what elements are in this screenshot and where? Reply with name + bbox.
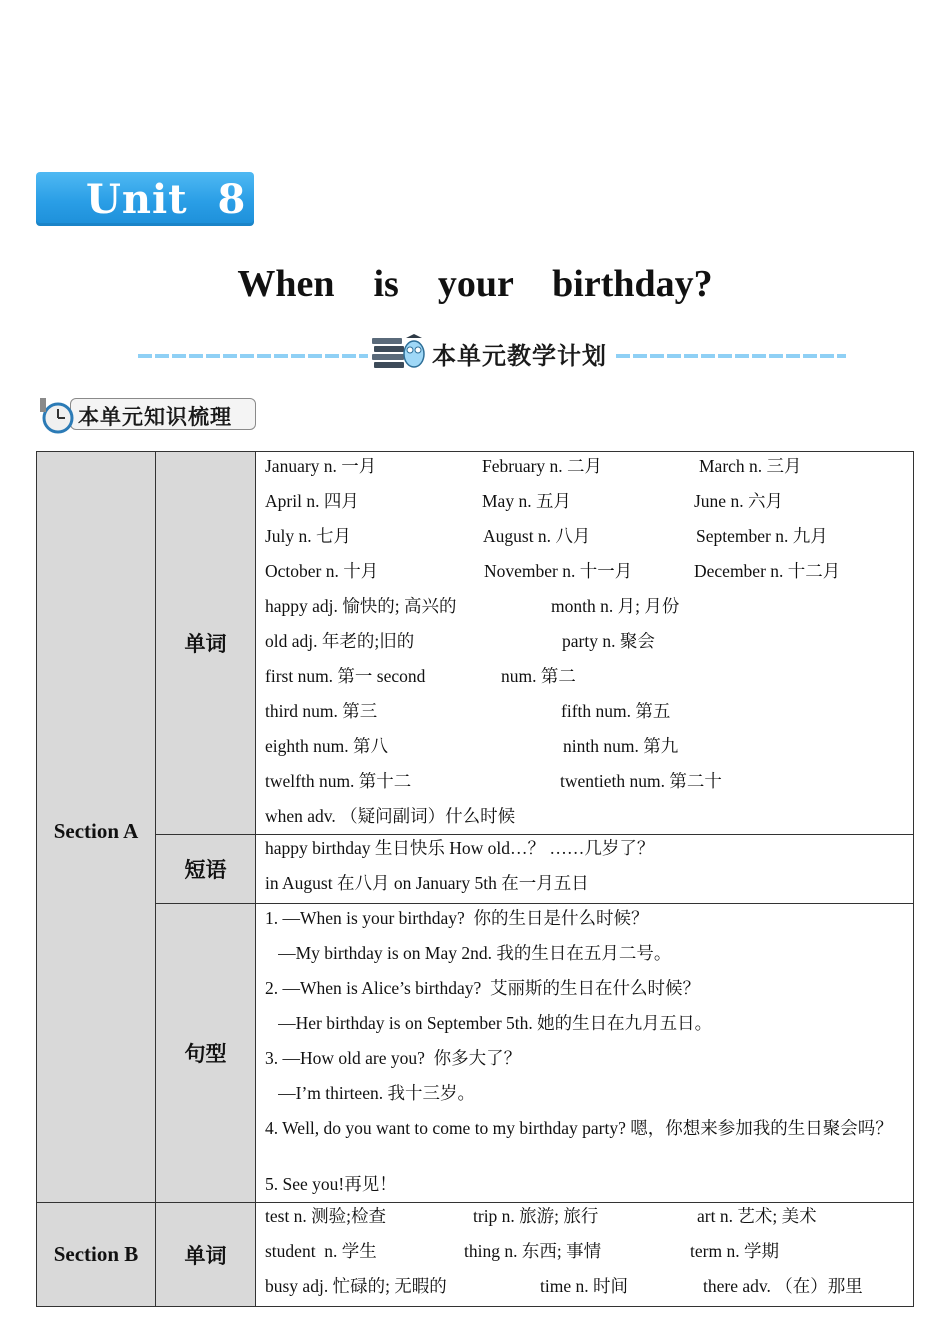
vocab-word: November n. 十一月 xyxy=(484,561,633,581)
plan-banner-text: 本单元教学计划 xyxy=(432,342,607,370)
section-a-sentence-label xyxy=(155,903,256,1203)
section-a-vocab-label xyxy=(155,451,256,835)
vocab-word: old adj. 年老的;旧的 xyxy=(265,631,415,651)
vocab-label-text: 单词 xyxy=(184,632,227,656)
section-a-vocab-cell xyxy=(255,451,914,835)
vocab-word: March n. 三月 xyxy=(699,456,802,476)
section-a-text: Section A xyxy=(53,818,139,843)
section-a-label xyxy=(36,451,156,1203)
vocab-word: May n. 五月 xyxy=(482,491,571,511)
vocab-label-text: 单词 xyxy=(184,1243,227,1268)
vocab-word: happy adj. 愉快的; 高兴的 xyxy=(265,596,457,616)
vocab-word: December n. 十二月 xyxy=(694,561,841,581)
sentence-label-text: 句型 xyxy=(184,1042,227,1066)
vocab-word: fifth num. 第五 xyxy=(561,701,671,721)
vocab-word: third num. 第三 xyxy=(265,701,378,721)
vocab-word: April n. 四月 xyxy=(265,491,359,511)
banner-line-left xyxy=(138,354,368,358)
clock-icon xyxy=(36,394,76,434)
vocab-word: October n. 十月 xyxy=(265,561,379,581)
unit-badge xyxy=(36,172,254,226)
sentence-line: 4. Well, do you want to come to my birthday party? 嗯，你想来参加我的生日聚会吗？ xyxy=(265,1118,893,1138)
vocab-word: when adv. （疑问副词）什么时候 xyxy=(265,806,516,826)
sentence-line: 1. —When is your birthday? 你的生日是什么时候？ xyxy=(265,908,649,928)
sentence-line: —My birthday is on May 2nd. 我的生日在五月二号。 xyxy=(265,943,672,963)
vocab-word: busy adj. 忙碌的; 无暇的 xyxy=(265,1276,447,1296)
section-b-label xyxy=(36,1202,156,1307)
sentence-line: 3. —How old are you? 你多大了？ xyxy=(265,1048,522,1068)
vocab-word: twentieth num. 第二十 xyxy=(560,771,722,791)
vocab-word: January n. 一月 xyxy=(265,456,377,476)
unit-label: Unit 8 xyxy=(86,176,247,223)
section-a-sentence-cell xyxy=(255,903,914,1203)
vocab-word: first num. 第一 second xyxy=(265,666,426,686)
phrase-line: happy birthday 生日快乐 How old…？ ……几岁了？ xyxy=(265,838,655,858)
vocab-word: trip n. 旅游; 旅行 xyxy=(473,1206,599,1226)
vocab-word: party n. 聚会 xyxy=(562,631,655,651)
knowledge-banner xyxy=(36,392,258,434)
vocab-word: August n. 八月 xyxy=(483,526,591,546)
sentence-line: —I’m thirteen. 我十三岁。 xyxy=(265,1083,475,1103)
phrase-label-text: 短语 xyxy=(184,858,227,882)
vocab-word: art n. 艺术; 美术 xyxy=(697,1206,817,1226)
section-b-vocab-label xyxy=(155,1202,256,1307)
knowledge-table xyxy=(36,451,914,1307)
vocab-word: term n. 学期 xyxy=(690,1241,779,1261)
section-b-text: Section B xyxy=(53,1242,139,1266)
vocab-word: student n. 学生 xyxy=(265,1241,377,1261)
vocab-word: June n. 六月 xyxy=(694,491,783,511)
knowledge-banner-text: 本单元知识梳理 xyxy=(78,405,232,429)
vocab-word: September n. 九月 xyxy=(696,526,828,546)
sentence-line: —Her birthday is on September 5th. 她的生日在九月五日。 xyxy=(265,1013,713,1033)
books-owl-icon xyxy=(370,332,426,370)
sentence-line: 5. See you!再见！ xyxy=(265,1174,397,1194)
vocab-word: February n. 二月 xyxy=(482,456,603,476)
vocab-word: July n. 七月 xyxy=(265,526,352,546)
vocab-word: there adv. （在）那里 xyxy=(703,1276,863,1296)
sentence-line: 2. —When is Alice’s birthday? 艾丽斯的生日在什么时候？ xyxy=(265,978,701,998)
page-title: When is your birthday? xyxy=(237,263,713,305)
vocab-word: month n. 月; 月份 xyxy=(551,596,680,616)
section-b-vocab-cell xyxy=(255,1202,914,1307)
vocab-word: thing n. 东西; 事情 xyxy=(464,1241,602,1261)
section-a-phrase-label xyxy=(155,834,256,904)
vocab-word: num. 第二 xyxy=(501,666,576,686)
phrase-line: in August 在八月 on January 5th 在一月五日 xyxy=(265,873,589,893)
vocab-word: eighth num. 第八 xyxy=(265,736,388,756)
banner-line-right xyxy=(616,354,846,358)
plan-banner xyxy=(138,330,846,372)
vocab-word: ninth num. 第九 xyxy=(563,736,679,756)
section-a-phrase-cell xyxy=(255,834,914,904)
vocab-word: twelfth num. 第十二 xyxy=(265,771,412,791)
vocab-word: test n. 测验;检查 xyxy=(265,1206,387,1226)
vocab-word: time n. 时间 xyxy=(540,1276,628,1296)
